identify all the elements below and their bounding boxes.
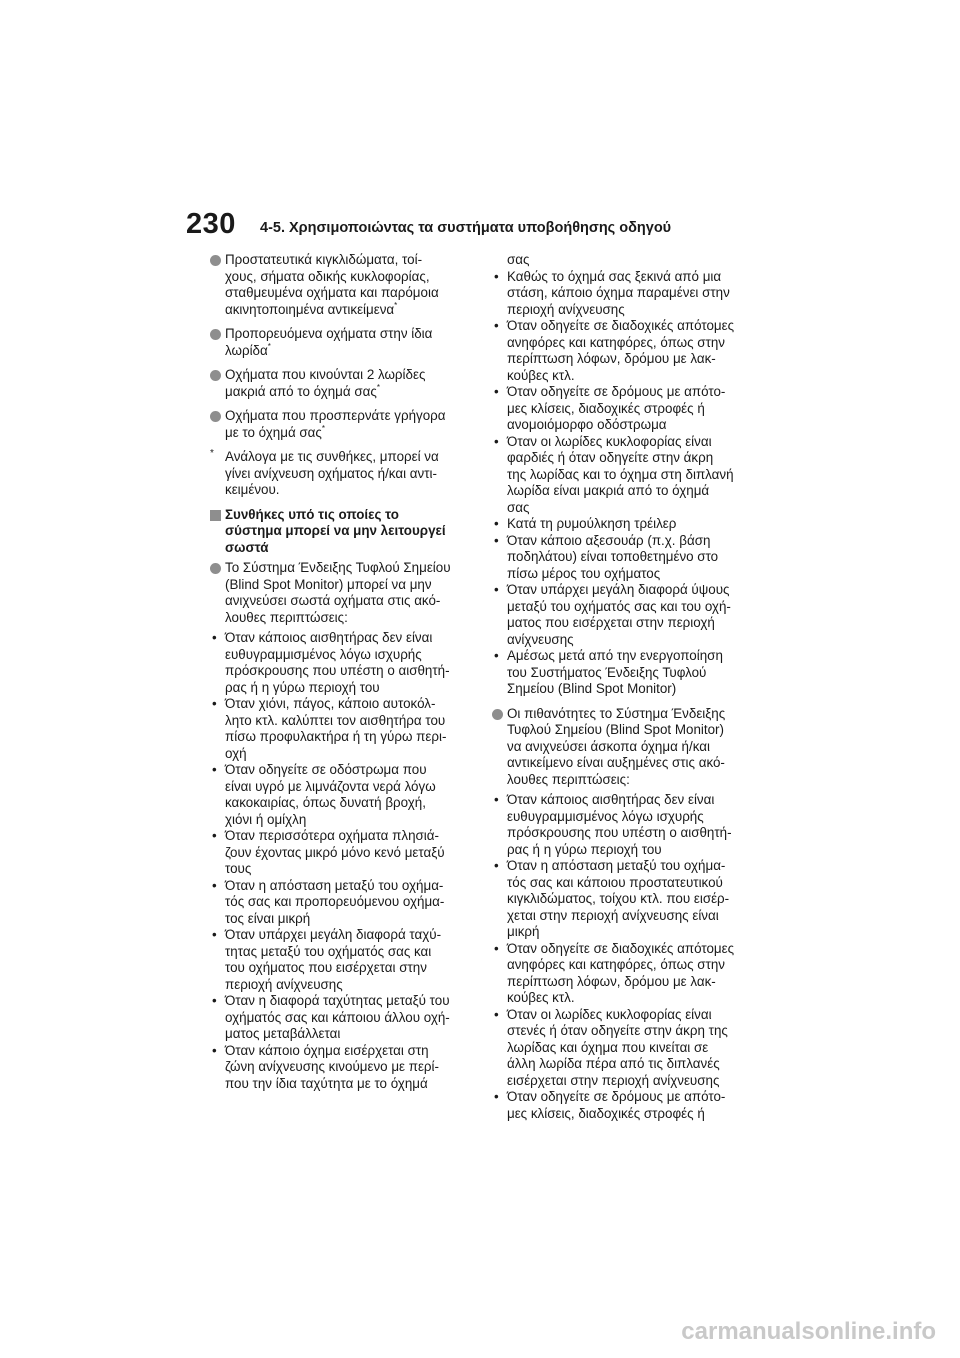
- intro-paragraph: [492, 706, 762, 789]
- list-item: [492, 1089, 762, 1122]
- text-line: τος είναι μικρή: [225, 910, 311, 926]
- text-line: Κατά τη ρυμούλκηση τρέιλερ: [507, 516, 677, 531]
- list-item: [210, 762, 478, 828]
- text-line: Όταν οδηγείτε σε οδόστρωμα που: [225, 762, 427, 777]
- page-header: [186, 208, 906, 248]
- text-fragment: μακριά από το όχημά σας: [225, 383, 377, 399]
- list-item: [492, 269, 762, 319]
- list-item: [492, 582, 762, 648]
- list-item: [210, 696, 478, 762]
- text-line: Οχήματα που προσπερνάτε γρήγορα: [225, 408, 446, 423]
- text-line: Όταν χιόνι, πάγος, κάποιο αυτοκόλ-: [225, 696, 436, 711]
- text-line: Όταν η διαφορά ταχύτητας μεταξύ του: [225, 993, 450, 1008]
- text-line: [225, 343, 478, 360]
- bullet-dot-icon: •: [494, 318, 499, 333]
- footnote: [210, 449, 478, 499]
- bullet-dot-icon: •: [494, 433, 499, 449]
- text-line: Όταν οδηγείτε σε διαδοχικές απότομες: [507, 940, 735, 956]
- bullet-dot-icon: •: [494, 792, 499, 807]
- text-line: Όταν κάποιος αισθητήρας δεν είναι: [507, 792, 715, 807]
- text-line: ματος που εισέρχεται στην περιοχή: [507, 615, 715, 630]
- square-bullet-icon: [210, 510, 221, 521]
- text-line: ανίχνευσης: [507, 631, 574, 647]
- text-line: κακοκαιρίας, όπως δυνατή βροχή,: [225, 795, 426, 810]
- text-fragment: ακινητοποιημένα αντικείμενα: [225, 301, 395, 317]
- text-line: ματος μεταβάλλεται: [225, 1026, 341, 1041]
- text-line: του οχήματος που εισέρχεται στην: [225, 960, 427, 975]
- text-line: σταθμευμένα οχήματα και παρόμοια: [225, 285, 439, 300]
- asterisk: *: [321, 423, 325, 433]
- bullet-dot-icon: •: [212, 630, 217, 645]
- circle-bullet-icon: [210, 563, 221, 574]
- circle-bullet-icon: [210, 370, 221, 381]
- subsection-heading: [210, 507, 478, 557]
- text-line: που την ίδια ταχύτητα με το όχημά: [225, 1075, 428, 1091]
- bullet-dot-icon: •: [494, 582, 499, 597]
- text-line: περιοχή ανίχνευσης: [225, 976, 343, 992]
- bullet-dot-icon: •: [212, 762, 217, 777]
- text-line: Όταν υπάρχει μεγάλη διαφορά ταχύ-: [225, 927, 442, 942]
- text-line: Οχήματα που κινούνται 2 λωρίδες: [225, 367, 426, 382]
- text-line: κειμένου.: [225, 482, 280, 497]
- page-number: 230: [186, 208, 236, 240]
- site-watermark: carmanualsonline.info: [681, 1318, 936, 1345]
- list-item: [210, 630, 478, 696]
- text-line: της λωρίδας και το όχημα στη διπλανή: [507, 466, 734, 482]
- text-line: ανιχνεύσει σωστά οχήματα στις ακό-: [225, 593, 441, 608]
- section-title: 4-5. Χρησιμοποιώντας τα συστήματα υποβοήθησης οδηγού: [260, 220, 672, 236]
- bullet-dot-icon: •: [494, 1089, 499, 1104]
- text-line: Οι πιθανότητες το Σύστημα Ένδειξης: [507, 705, 726, 721]
- text-line: Όταν οδηγείτε σε διαδοχικές απότομες: [507, 318, 735, 333]
- object-item: [210, 367, 478, 400]
- text-line: [225, 302, 478, 319]
- text-line: λουθες περιπτώσεις:: [225, 609, 348, 625]
- text-line: λουθες περιπτώσεις:: [507, 771, 630, 787]
- list-item: [492, 858, 762, 941]
- bullet-dot-icon: •: [494, 940, 499, 956]
- text-line: μικρή: [507, 924, 540, 939]
- text-line: Όταν οδηγείτε σε δρόμους με απότο-: [507, 384, 726, 399]
- list-item: [492, 648, 762, 698]
- text-line: σωστά: [225, 539, 269, 555]
- bullet-dot-icon: •: [494, 858, 499, 873]
- bullet-dot-icon: •: [212, 927, 217, 942]
- text-line: λητο κτλ. καλύπτει τον αισθητήρα του: [225, 712, 446, 728]
- bullet-dot-icon: •: [212, 993, 217, 1008]
- bullet-dot-icon: •: [494, 532, 499, 548]
- text-line: ρας ή η γύρω περιοχή του: [225, 679, 380, 695]
- text-line: περίπτωση λόφων, δρόμου με λακ-: [507, 973, 716, 989]
- text-line: οχή: [225, 745, 247, 761]
- text-line: στενές ή όταν οδηγείτε στην άκρη της: [507, 1023, 728, 1038]
- list-item: [492, 384, 762, 434]
- bullet-dot-icon: •: [494, 384, 499, 399]
- text-line: τητας μεταξύ του οχήματός σας και: [225, 943, 432, 959]
- text-line: κιγκλιδώματος, τοίχου κτλ. που εισέρ-: [507, 891, 730, 906]
- text-line: περίπτωση λόφων, δρόμου με λακ-: [507, 351, 716, 366]
- text-line: χιόνι ή ομίχλη: [225, 811, 307, 827]
- condition-list: [492, 269, 762, 698]
- list-item: [210, 878, 478, 928]
- asterisk: *: [394, 300, 398, 310]
- text-line: τός σας και προπορευόμενου οχήμα-: [225, 894, 445, 909]
- text-line: άλλη λωρίδα πέρα από τις διπλανές: [507, 1056, 720, 1071]
- circle-bullet-icon: [210, 329, 221, 340]
- text-line: λωρίδα είναι μακριά από το όχημά: [507, 483, 710, 498]
- text-line: Όταν η απόσταση μεταξύ του οχήμα-: [507, 858, 726, 873]
- list-item: [492, 533, 762, 583]
- continued-text: [492, 252, 762, 269]
- list-item: [492, 318, 762, 384]
- text-line: Προπορευόμενα οχήματα στην ίδια: [225, 326, 433, 341]
- list-item: [492, 941, 762, 1007]
- text-line: πίσω μέρος του οχήματος: [507, 565, 661, 581]
- text-line: Όταν οι λωρίδες κυκλοφορίας είναι: [507, 1006, 712, 1022]
- text-line: (Blind Spot Monitor) μπορεί να μην: [225, 576, 432, 592]
- bullet-dot-icon: •: [494, 1006, 499, 1022]
- object-item: [210, 326, 478, 359]
- object-item: [210, 408, 478, 441]
- text-line: Συνθήκες υπό τις οποίες το: [225, 506, 399, 522]
- text-line: πρόσκρουσης που υπέστη ο αισθητή-: [225, 663, 450, 678]
- text-line: τός σας και κάποιου προστατευτικού: [507, 874, 723, 890]
- list-item: [492, 792, 762, 858]
- text-line: γίνει ανίχνευση οχήματος ή/και αντι-: [225, 465, 437, 481]
- list-item: [210, 927, 478, 993]
- bullet-dot-icon: •: [494, 268, 499, 284]
- text-line: στάση, κάποιο όχημα παραμένει στην: [507, 285, 730, 300]
- text-line: ζουν έχοντας μικρό μόνο κενό μεταξύ: [225, 844, 445, 860]
- right-column: [492, 252, 762, 1122]
- text-fragment: με το όχημά σας: [225, 424, 322, 440]
- text-line: Τυφλού Σημείου (Blind Spot Monitor): [507, 722, 724, 737]
- left-column: [210, 252, 478, 1092]
- text-line: κούβες κτλ.: [507, 367, 575, 383]
- list-item: [492, 434, 762, 517]
- text-line: να ανιχνεύσει άσκοπα όχημα ή/και: [507, 738, 710, 754]
- bullet-dot-icon: •: [212, 877, 217, 893]
- text-line: Όταν οδηγείτε σε δρόμους με απότο-: [507, 1089, 726, 1104]
- text-line: Όταν κάποιο όχημα εισέρχεται στη: [225, 1042, 429, 1058]
- text-line: Όταν η απόσταση μεταξύ του οχήμα-: [225, 877, 444, 893]
- text-line: ανηφόρες και κατηφόρες, όπως στην: [507, 957, 725, 972]
- text-line: ρας ή η γύρω περιοχή του: [507, 841, 662, 857]
- list-item: [492, 516, 762, 533]
- text-line: [225, 425, 478, 442]
- text-line: ευθυγραμμισμένος λόγω ισχυρής: [225, 646, 422, 662]
- asterisk: *: [376, 382, 380, 392]
- bullet-dot-icon: •: [494, 516, 499, 531]
- object-item: [210, 252, 478, 318]
- text-line: Όταν οι λωρίδες κυκλοφορίας είναι: [507, 433, 712, 449]
- text-line: πρόσκρουσης που υπέστη ο αισθητή-: [507, 825, 732, 840]
- text-line: τους: [225, 861, 252, 876]
- text-line: Όταν υπάρχει μεγάλη διαφορά ύψους: [507, 582, 730, 597]
- text-line: [225, 384, 478, 401]
- text-line: Καθώς το όχημά σας ξεκινά από μια: [507, 268, 722, 284]
- text-line: εισέρχεται στην περιοχή ανίχνευσης: [507, 1072, 720, 1088]
- text-line: περιοχή ανίχνευσης: [507, 301, 625, 317]
- text-line: Σημείου (Blind Spot Monitor): [507, 681, 677, 696]
- text-line: ανηφόρες και κατηφόρες, όπως στην: [507, 334, 725, 350]
- footnote-marker: *: [210, 448, 214, 459]
- asterisk: *: [267, 341, 271, 351]
- intro-paragraph: [210, 560, 478, 626]
- bullet-dot-icon: •: [212, 828, 217, 843]
- text-line: Προστατευτικά κιγκλιδώματα, τοί-: [225, 252, 423, 267]
- text-line: σας: [507, 499, 530, 515]
- text-line: φαρδιές ή όταν οδηγείτε στην άκρη: [507, 450, 714, 465]
- list-item: [210, 1043, 478, 1093]
- bullet-dot-icon: •: [494, 648, 499, 663]
- circle-bullet-icon: [210, 411, 221, 422]
- text-line: ζώνη ανίχνευσης κινούμενο με περί-: [225, 1059, 439, 1074]
- circle-bullet-icon: [492, 709, 503, 720]
- text-line: Όταν κάποιος αισθητήρας δεν είναι: [225, 630, 433, 645]
- text-line: πίσω προφυλακτήρα ή τη γύρω περι-: [225, 729, 447, 744]
- text-line: χεται στην περιοχή ανίχνευσης είναι: [507, 907, 719, 923]
- bullet-dot-icon: •: [212, 1042, 217, 1058]
- text-line: Αμέσως μετά από την ενεργοποίηση: [507, 648, 723, 663]
- text-line: μεταξύ του οχήματός σας και του οχή-: [507, 598, 731, 614]
- text-line: λωρίδας και όχημα που κινείται σε: [507, 1039, 709, 1055]
- text-line: αντικείμενο είναι αυξημένες στις ακό-: [507, 755, 725, 770]
- text-line: του Συστήματος Ένδειξης Τυφλού: [507, 664, 707, 680]
- text-line: κούβες κτλ.: [507, 990, 575, 1005]
- list-item: [210, 993, 478, 1043]
- text-line: ποδηλάτου) είναι τοποθετημένο στο: [507, 549, 719, 564]
- text-line: ανομοιόμορφο οδόστρωμα: [507, 417, 667, 432]
- bullet-dot-icon: •: [212, 696, 217, 711]
- text-line: μες κλίσεις, διαδοχικές στροφές ή: [507, 1105, 705, 1121]
- text-line: Όταν κάποιο αξεσουάρ (π.χ. βάση: [507, 532, 711, 548]
- condition-list: [210, 630, 478, 1092]
- condition-list: [492, 792, 762, 1122]
- text-line: Ανάλογα με τις συνθήκες, μπορεί να: [225, 449, 439, 464]
- text-line: σας: [507, 252, 530, 267]
- text-line: ευθυγραμμισμένος λόγω ισχυρής: [507, 808, 704, 824]
- text-fragment: λωρίδα: [225, 342, 268, 358]
- list-item: [492, 1007, 762, 1090]
- text-line: οχήματός σας και κάποιου άλλου οχή-: [225, 1009, 450, 1025]
- text-line: είναι υγρό με λιμνάζοντα νερά λόγω: [225, 778, 436, 794]
- text-line: χους, σήματα οδικής κυκλοφορίας,: [225, 268, 430, 284]
- circle-bullet-icon: [210, 255, 221, 266]
- text-line: μες κλίσεις, διαδοχικές στροφές ή: [507, 400, 705, 416]
- list-item: [210, 828, 478, 878]
- text-line: Όταν περισσότερα οχήματα πλησιά-: [225, 828, 439, 843]
- text-line: σύστημα μπορεί να μην λειτουργεί: [225, 523, 446, 538]
- text-line: Το Σύστημα Ένδειξης Τυφλού Σημείου: [225, 560, 451, 575]
